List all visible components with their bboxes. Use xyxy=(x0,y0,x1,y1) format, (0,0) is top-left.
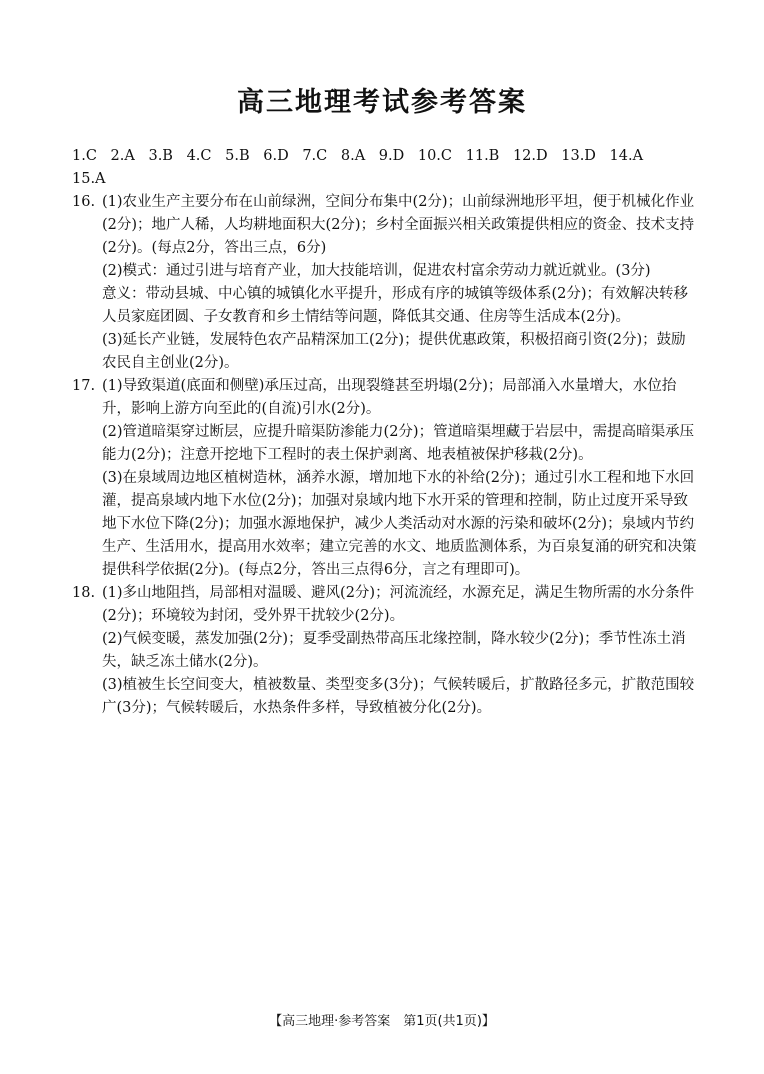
mc-answer: 3.B xyxy=(148,148,173,164)
question-body xyxy=(102,191,697,375)
answer-part: (1)导致渠道(底面和侧壁)承压过高，出现裂缝甚至坍塌(2分)；局部涌入水量增大，水位抬升，影响上游方向至此的(自流)引水(2分)。 xyxy=(102,378,677,417)
question-17 xyxy=(72,375,697,582)
answer-part: (3)延长产业链，发展特色农产品精深加工(2分)；提供优惠政策，积极招商引资(2分)；鼓励农民自主创业(2分)。 xyxy=(102,332,686,371)
question-number: 18. xyxy=(72,585,96,601)
mc-answer: 2.A xyxy=(110,148,135,164)
mc-answer: 8.A xyxy=(340,148,366,164)
answer-part: (3)在泉域周边地区植树造林，涵养水源，增加地下水的补给(2分)；通过引水工程和地下水回灌，提高泉域内地下水位(2分)；加强对泉域内地下水开采的管理和控制，防止过度开采导致地下水位下降(2分)；加强水源地保护，减少人类活动对水源的污染和破坏(2分)；泉域内节约生产、生活用水，提高用水效率；建立完善的水文、地质监测体系，为百泉复涌的研究和决策提供科学依据(2分)。(每点2分，答出三点得6分，言之有理即可)。 xyxy=(102,470,697,578)
mc-answer: 1.C xyxy=(72,148,97,164)
mc-answer: 5.B xyxy=(225,148,250,164)
answer-part: (3)植被生长空间变大，植被数量、类型变多(3分)；气候转暖后，扩散路径多元，扩散范围较广(3分)；气候转暖后，水热条件多样，导致植被分化(2分)。 xyxy=(102,677,695,716)
answer-part: (2)气候变暖，蒸发加强(2分)；夏季受副热带高压北缘控制，降水较少(2分)；季节性冻土消失，缺乏冻土储水(2分)。 xyxy=(102,631,686,670)
question-number: 16. xyxy=(72,194,96,210)
answer-part: (2)模式：通过引进与培育产业，加大技能培训，促进农村富余劳动力就近就业。(3分) xyxy=(102,263,651,279)
question-16 xyxy=(72,191,697,375)
mc-answer: 12.D xyxy=(512,148,548,164)
page-footer: 【高三地理·参考答案 第1页(共1页)】 xyxy=(269,1014,495,1029)
question-body xyxy=(102,582,697,720)
question-18 xyxy=(72,582,697,720)
mc-answer: 6.D xyxy=(263,148,289,164)
mc-answer: 13.D xyxy=(561,148,596,164)
answer-part: (2)管道暗渠穿过断层，应提升暗渠防渗能力(2分)；管道暗渠埋藏于岩层中，需提高暗渠承压能力(2分)；注意开挖地下工程时的表土保护剥离、地表植被保护移栽(2分)。 xyxy=(102,424,695,463)
mc-answer-15: 15.A xyxy=(72,171,106,187)
mc-answer: 4.C xyxy=(186,148,212,164)
mc-answer: 14.A xyxy=(609,148,644,164)
mc-answer: 11.B xyxy=(465,148,500,164)
answer-part: (1)多山地阻挡，局部相对温暖、避风(2分)；河流流经，水源充足，满足生物所需的水分条件(2分)；环境较为封闭，受外界干扰较少(2分)。 xyxy=(102,585,695,624)
multiple-choice-answers xyxy=(72,145,697,168)
answer-part: (1)农业生产主要分布在山前绿洲，空间分布集中(2分)；山前绿洲地形平坦，便于机械化作业(2分)；地广人稀，人均耕地面积大(2分)；乡村全面振兴相关政策提供相应的资金、技术支持(2分)。(每点2分，答出三点，6分) xyxy=(102,194,695,256)
page-title: 高三地理考试参考答案 xyxy=(237,87,527,118)
question-body xyxy=(102,375,697,582)
answer-content xyxy=(72,145,697,720)
mc-answer: 10.C xyxy=(417,148,453,164)
mc-answer: 9.D xyxy=(378,148,405,164)
question-number: 17. xyxy=(72,378,96,394)
answer-part: 意义：带动县城、中心镇的城镇化水平提升，形成有序的城镇等级体系(2分)；有效解决转移人员家庭团圆、子女教育和乡土情结等问题，降低其交通、住房等生活成本(2分)。 xyxy=(102,286,689,325)
mc-answer: 7.C xyxy=(302,148,328,164)
